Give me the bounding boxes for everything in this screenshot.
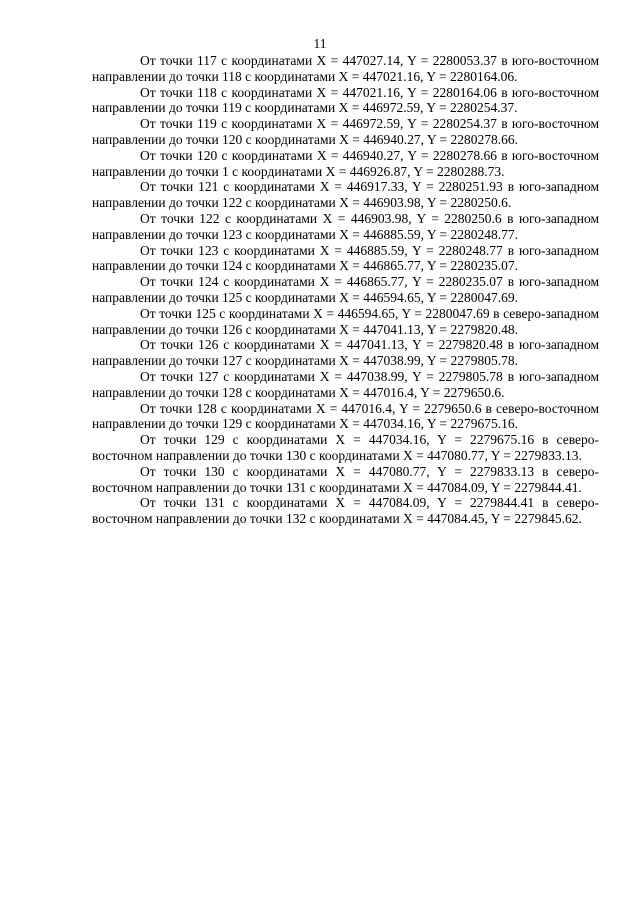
paragraph: От точки 129 с координатами X = 447034.16, Y = 2279675.16 в северо-восточном направлении до точки 130 с координатами X = 447080.77, Y = 2279833.13. xyxy=(92,432,599,463)
paragraph: От точки 122 с координатами X = 446903.98, Y = 2280250.6 в юго-западном направлении до точки 123 с координатами X = 446885.59, Y = 2280248.77. xyxy=(92,210,599,242)
paragraph: От точки 121 с координатами X = 446917.33, Y = 2280251.93 в юго-западном направлении до точки 122 с координатами X = 446903.98, Y = 2280250.6. xyxy=(92,179,599,211)
paragraph: От точки 120 с координатами X = 446940.27, Y = 2280278.66 в юго-восточном направлении до точки 1 с координатами X = 446926.87, Y = 2280288.73. xyxy=(92,147,599,179)
paragraph: От точки 130 с координатами X = 447080.77, Y = 2279833.13 в северо-восточном направлении до точки 131 с координатами X = 447084.09, Y = 2279844.41. xyxy=(92,463,599,495)
paragraph: От точки 119 с координатами X = 446972.59, Y = 2280254.37 в юго-восточном направлении до точки 120 с координатами X = 446940.27, Y = 2280278.66. xyxy=(92,116,599,147)
paragraph: От точки 128 с координатами X = 447016.4, Y = 2279650.6 в северо-восточном направлении до точки 129 с координатами X = 447034.16, Y = 2279675.16. xyxy=(92,400,599,432)
paragraph: От точки 123 с координатами X = 446885.59, Y = 2280248.77 в юго-западном направлении до точки 124 с координатами X = 446865.77, Y = 2280235.07. xyxy=(92,242,599,274)
paragraph: От точки 127 с координатами X = 447038.99, Y = 2279805.78 в юго-западном направлении до точки 128 с координатами X = 447016.4, Y = 2279650.6. xyxy=(92,368,599,400)
paragraph: От точки 124 с координатами X = 446865.77, Y = 2280235.07 в юго-западном направлении до точки 125 с координатами X = 446594.65, Y = 2280047.69. xyxy=(92,274,599,305)
document-body xyxy=(92,53,599,527)
paragraph: От точки 117 с координатами X = 447027.14, Y = 2280053.37 в юго-восточном направлении до точки 118 с координатами X = 447021.16, Y = 2280164.06. xyxy=(92,53,599,84)
paragraph: От точки 126 с координатами X = 447041.13, Y = 2279820.48 в юго-западном направлении до точки 127 с координатами X = 447038.99, Y = 2279805.78. xyxy=(92,337,599,369)
paragraph: От точки 131 с координатами X = 447084.09, Y = 2279844.41 в северо-восточном направлении до точки 132 с координатами X = 447084.45, Y = 2279845.62. xyxy=(92,495,599,527)
paragraph: От точки 125 с координатами X = 446594.65, Y = 2280047.69 в северо-западном направлении до точки 126 с координатами X = 447041.13, Y = 2279820.48. xyxy=(92,305,599,337)
page-number: 11 xyxy=(313,36,327,51)
paragraph: От точки 118 с координатами X = 447021.16, Y = 2280164.06 в юго-восточном направлении до точки 119 с координатами X = 446972.59, Y = 2280254.37. xyxy=(92,84,599,116)
